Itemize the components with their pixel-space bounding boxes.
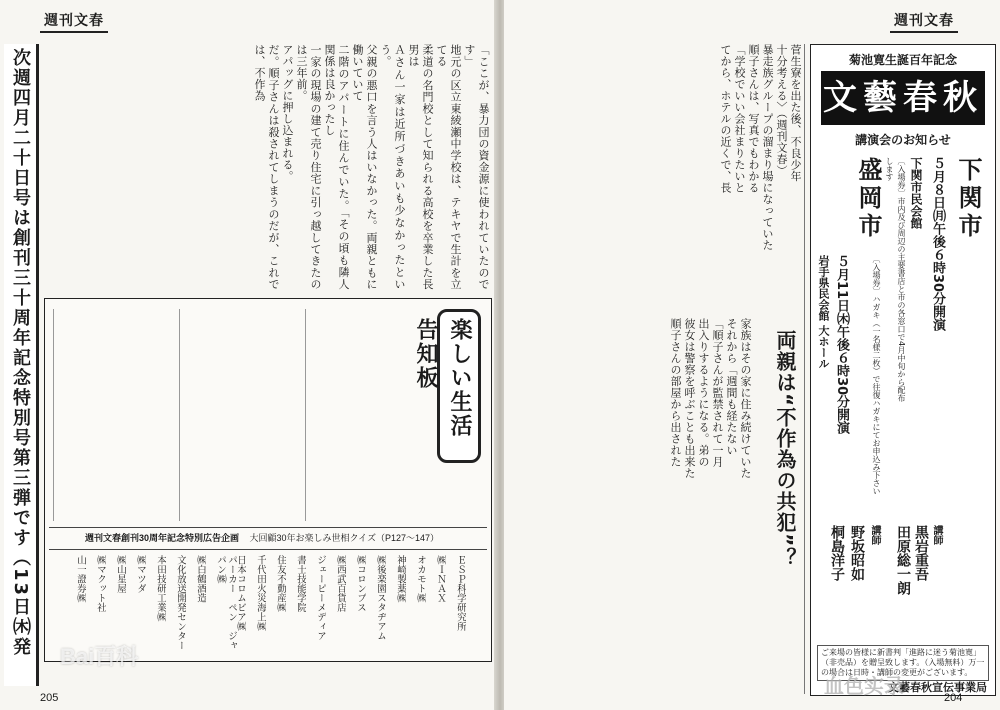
event-venue-shimonoseki: 下関市民会館 <box>909 157 923 229</box>
sponsor-name: 書士技能学院 <box>295 555 306 612</box>
watermark-right: 血色实录 <box>824 674 904 698</box>
sponsor-name: 日本コロムビア㈱ <box>235 555 246 631</box>
sponsor-name: 千代田火災海上㈱ <box>255 555 266 631</box>
left-article-body <box>44 44 490 290</box>
sponsor-name: 本田技研工業㈱ <box>155 555 166 622</box>
right-article-line: 菅生寮を出た後、不良少年 <box>789 44 802 182</box>
quiz-listing-column <box>53 309 54 521</box>
quiz-caption <box>85 531 439 544</box>
right-article-line: 順子さんは、写真でもわかる <box>747 44 760 194</box>
right-article-line: それから「週間も経たない <box>725 318 738 456</box>
sponsor-name: ㈱西武百貨店 <box>335 555 346 612</box>
left-page <box>0 0 496 710</box>
event-ticket-shimonoseki: 〔入場券〕市内及び周辺の主要書店と市の各窓口で4月中旬から配布します <box>885 157 906 403</box>
speakers-label-shimonoseki: 講師 <box>931 525 942 545</box>
sponsor-name: ㈱後楽園スタヂアム <box>375 555 386 641</box>
notice-subtitle: 講演会のお知らせ <box>855 133 951 147</box>
event-venue-morioka: 岩手県民会館 大ホール <box>817 255 830 369</box>
notice-organizer: 文藝春秋宣伝事業局 <box>888 681 987 694</box>
right-article-line: 順子さんの部屋から出された <box>669 318 682 468</box>
speaker-kuroiwa: 黒岩重吾 <box>913 525 929 581</box>
right-article-line: てから、ホテルの近くで、長 <box>719 44 732 194</box>
next-issue-banner <box>4 44 39 686</box>
speaker-nosaka: 野坂昭如 <box>849 525 865 581</box>
event-date-shimonoseki: ５月８日㈪午後６時30分開演 <box>930 157 945 332</box>
speaker-kirishima: 桐島洋子 <box>829 525 845 581</box>
event-city-morioka: 盛岡市 <box>854 157 882 241</box>
right-article-line: 出入りするようになる。弟の <box>697 318 710 468</box>
right-article-line: 彼女は警察を呼ぶことも出来た <box>683 318 696 479</box>
sponsor-name: 神崎製薬㈱ <box>395 555 406 603</box>
page-number-right: 204 <box>944 692 963 704</box>
sponsor-name: 山一證券㈱ <box>75 555 86 603</box>
sponsor-divider <box>49 549 487 550</box>
sponsor-name: 住友不動産㈱ <box>275 555 286 612</box>
event-city-shimonoseki: 下関市 <box>954 157 982 241</box>
masthead-left: 週刊文春 <box>40 10 108 33</box>
bungeishunju-logo: 文藝春秋 <box>821 71 985 125</box>
left-article-line: 地元の区立東綾瀬中学校は、テキヤで生計を立てる <box>435 44 462 290</box>
sponsor-name: ㈱マクット社 <box>95 555 106 612</box>
sponsor-name: ㈱ＩＮＡＸ <box>435 555 446 603</box>
left-article-line: 父親の悪口を言う人はいなかった。両親ともに働いていて <box>351 44 378 290</box>
right-article-line: 暴走族グループの溜まり場になっていた <box>761 44 774 251</box>
sponsor-name: オカモト㈱ <box>415 555 426 603</box>
left-article-line: Ａさん一家は近所づきあいも少なかったという。 <box>379 44 406 290</box>
event-ticket-morioka: 〔入場券〕ハガキ（一名様二枚）で往復ハガキにてお申込み下さい <box>872 255 881 495</box>
page-number-left: 205 <box>40 692 59 704</box>
quiz-listing-column <box>179 309 180 521</box>
right-article-line: 家族はその家に住み続けていた <box>739 318 752 479</box>
right-article-line: 十分考える〉（週刊文春） <box>775 44 788 177</box>
event-date-morioka: ５月11日㈭午後６時30分開演 <box>834 255 849 435</box>
sponsor-name: ㈱コロンブス <box>355 555 366 612</box>
quiz-caption-sub: 大回顧30年お楽しみ世相クイズ（P127～147） <box>249 533 440 543</box>
sponsor-name: ジェーピーメディア <box>315 555 326 641</box>
notice-fine-print: ご来場の皆様に新書判「進路に迷う菊池寛」（非売品）を贈呈致します。（入場無料）万一の場合は日時・講師の変更がございます。 <box>817 645 989 681</box>
sponsor-name: パーカー ペン ジャパン㈱ <box>215 555 237 650</box>
left-article-line: 一家の現場の建て売り住宅に引っ越してきたのは三年前。 <box>295 44 322 290</box>
left-article-line: だ。順子さんは殺されてしまうのだが、これでは、不作為 <box>253 44 280 290</box>
column-rule <box>804 44 805 694</box>
sponsor-name: ＥＳＰ科学研究所 <box>455 555 466 631</box>
right-article-body-upper <box>512 44 802 306</box>
left-article-line: 二階のアパートに住んでいた。「その頃も隣人関係は良かったし <box>323 44 350 290</box>
quiz-divider <box>49 527 487 528</box>
sponsor-name: 文化放送開発センター <box>175 555 186 650</box>
right-article-line: 「順子さんが監禁されて一月 <box>711 318 724 468</box>
quiz-caption-main: 週刊文春創刊30周年記念特別広告企画 <box>85 533 240 543</box>
notice-centennial: 菊池寛生誕百年記念 <box>848 53 957 67</box>
quiz-listing-column <box>305 309 306 521</box>
masthead-right: 週刊文春 <box>890 10 958 33</box>
lecture-notice <box>810 44 996 696</box>
sponsor-name: ㈱山星屋 <box>115 555 126 593</box>
speakers-label-morioka: 講師 <box>869 525 880 545</box>
left-article-line: 「ここが、暴力団の資金源に使われていたのです」 <box>463 44 490 290</box>
speaker-tahara: 田原総一朗 <box>895 525 911 595</box>
right-article-body-lower <box>512 318 752 694</box>
right-article-line: 「学校でいい会社まりたいと <box>733 44 746 194</box>
watermark-left: Bai百科 <box>60 644 139 669</box>
right-page <box>504 0 1000 710</box>
article-headline: 両親は“不作為の共犯”？ <box>773 330 797 569</box>
sponsor-name: ㈱白鶴酒造 <box>195 555 206 603</box>
next-issue-text: 次週四月二十日号は創刊三十周年記念特別号第三弾です（13日㈭発 <box>10 48 31 658</box>
quiz-title-box <box>413 309 481 463</box>
quiz-title: 楽しい生活告知板 <box>413 318 472 438</box>
sponsor-name: ㈱マツダ <box>135 555 146 593</box>
left-article-line: アパッグに押し込まれる。 <box>281 44 294 182</box>
left-article-line: 柔道の名門校として知られる高校を卒業した長男は <box>407 44 434 290</box>
quiz-box <box>44 298 492 662</box>
